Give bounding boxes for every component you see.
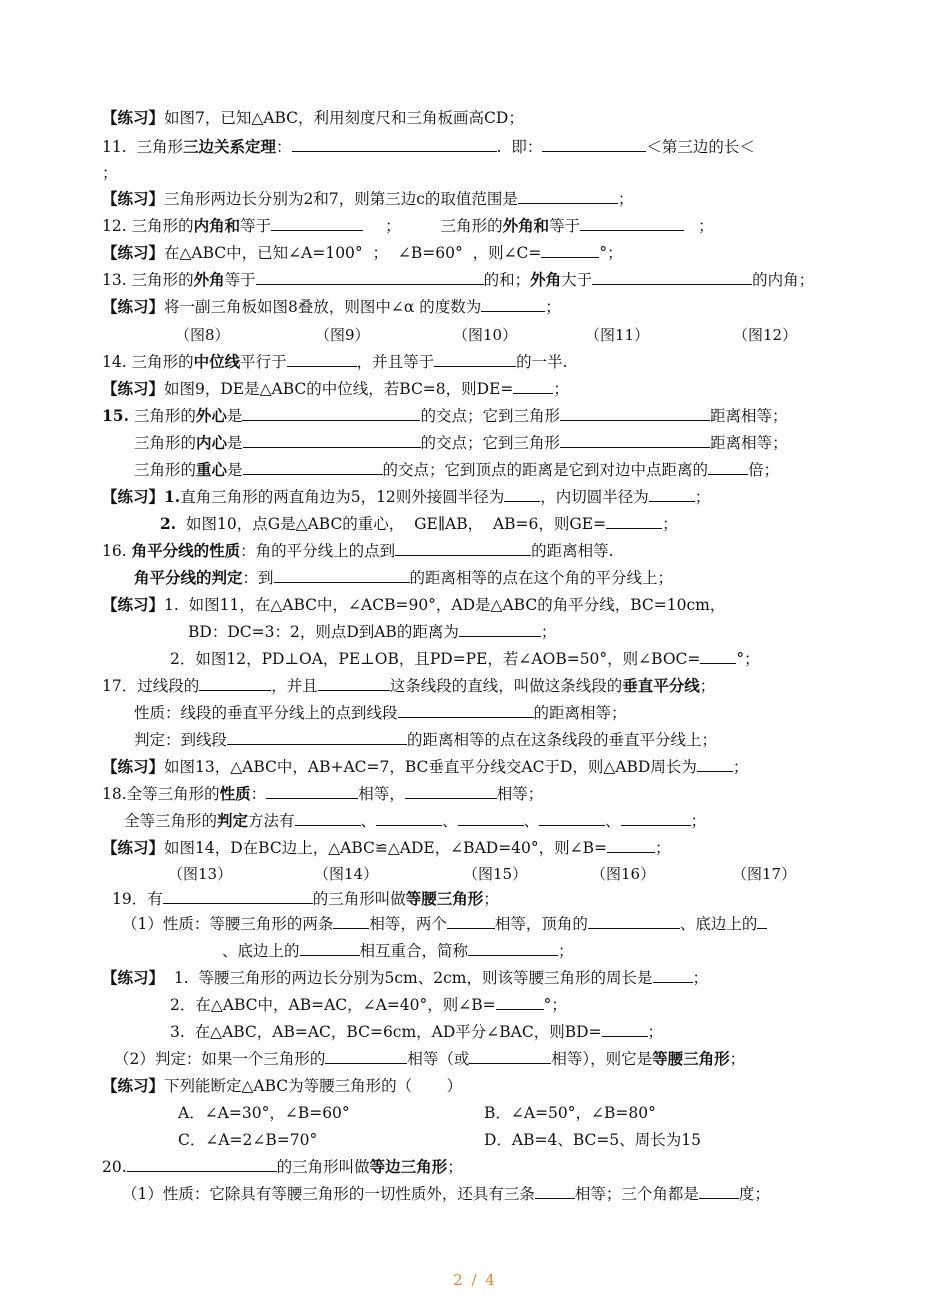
blank[interactable]: [697, 757, 733, 772]
item-20: [102, 1157, 463, 1177]
practice-line: [102, 487, 710, 507]
term: 外角: [530, 270, 562, 289]
option-b[interactable]: B．∠A=50°，∠B=80°: [484, 1104, 656, 1122]
term: 外心: [195, 406, 227, 425]
blank[interactable]: [199, 676, 271, 691]
term: 外角: [193, 270, 225, 289]
item-14: [102, 352, 568, 372]
text: ；: [729, 1050, 746, 1068]
text: ；: [102, 164, 118, 182]
text: ；: [447, 1158, 463, 1176]
text: 方法有: [248, 812, 295, 830]
term: 外角和: [502, 216, 550, 235]
blank[interactable]: [292, 137, 497, 152]
item-number: 2.: [160, 514, 177, 533]
text: 三角形的: [134, 434, 197, 452]
blank[interactable]: [541, 243, 599, 258]
blank[interactable]: [700, 649, 736, 664]
text: 等于: [240, 217, 272, 235]
blank[interactable]: [333, 914, 369, 929]
item-17-judgement: [134, 730, 717, 750]
text: ，内切圆半径为: [540, 488, 649, 506]
text: 的内角；: [752, 271, 815, 289]
text: 倍；: [748, 461, 780, 479]
text: 如图13，△ABC中，AB+AC=7，BC垂直平分线交AC于D，则△ABD周长为: [164, 758, 697, 776]
blank[interactable]: [649, 487, 695, 502]
text: 的一半.: [516, 353, 568, 371]
term: 角平分线的性质: [131, 541, 241, 560]
option-d[interactable]: D．AB=4、BC=5、周长为15: [484, 1131, 701, 1149]
text: ；: [690, 812, 707, 830]
blank[interactable]: [447, 914, 495, 929]
blank[interactable]: [699, 1184, 739, 1199]
text: 等于: [224, 271, 256, 289]
blank[interactable]: [468, 941, 558, 956]
item-19-property: [122, 914, 767, 934]
text: ；: [662, 515, 678, 533]
text: ；: [558, 942, 574, 960]
text: ：: [250, 785, 267, 803]
text: 全等三角形的: [124, 812, 218, 830]
blank[interactable]: [708, 460, 748, 475]
item-17-property: [134, 703, 627, 723]
item-19-property-cont: [222, 941, 574, 961]
blank[interactable]: [295, 811, 361, 826]
text: ；: [732, 758, 749, 776]
blank[interactable]: [266, 784, 358, 799]
text: 相等，两个: [369, 915, 447, 933]
text: °；: [599, 244, 623, 262]
text: 将一副三角板如图8叠放，则图中∠α 的度数为: [164, 298, 482, 316]
text: ；: [553, 380, 569, 398]
text: ；: [699, 677, 716, 695]
blank[interactable]: [653, 968, 693, 983]
text: 的交点；它到三角形: [420, 434, 561, 452]
practice-line: [102, 838, 671, 858]
item-13: [102, 270, 814, 290]
practice-line: [102, 108, 524, 128]
blank[interactable]: [496, 995, 544, 1010]
blank[interactable]: [458, 811, 524, 826]
text: ；: [617, 190, 634, 208]
item-number: 1.: [164, 487, 181, 506]
text: 如图9，DE是△ABC的中位线，若BC=8，则DE=: [164, 380, 514, 398]
item-19-judgement: [114, 1049, 745, 1069]
text: 相等（或: [407, 1050, 470, 1068]
blank[interactable]: [539, 811, 605, 826]
blank[interactable]: [504, 487, 540, 502]
figure-label: （图11）: [585, 326, 650, 344]
text: 相等；: [496, 785, 544, 803]
text: 、底边上的: [222, 942, 300, 960]
figure-label: （图15）: [463, 865, 528, 883]
blank[interactable]: [542, 137, 646, 152]
text: 的交点；它到三角形: [420, 407, 560, 425]
text: 11. 三角形: [102, 138, 184, 156]
text: ，并且等于: [356, 353, 435, 371]
item-12: [102, 216, 714, 236]
blank[interactable]: [287, 352, 357, 367]
practice-line: [102, 243, 623, 263]
term: 判定: [217, 811, 249, 830]
practice-tag: 【练习】: [102, 487, 165, 506]
text: 三角形的: [134, 461, 197, 479]
item-11: [102, 137, 755, 157]
practice-line: [102, 379, 569, 399]
practice-tag: 【练习】: [102, 379, 165, 398]
text: 相等；三个角都是: [574, 1185, 699, 1203]
text: 距离相等；: [709, 407, 788, 425]
text: 14. 三角形的: [102, 353, 194, 371]
text: 、: [360, 812, 377, 830]
text: °；: [736, 650, 760, 668]
item-20-property: [122, 1184, 770, 1204]
text: 是: [226, 407, 243, 425]
text: 度；: [738, 1185, 770, 1203]
option-a[interactable]: A．∠A=30°，∠B=60°: [178, 1104, 350, 1122]
blank[interactable]: [376, 811, 442, 826]
text: 如图14，D在BC边上，△ABC≌△ADE，∠BAD=40°，则∠B=: [164, 839, 608, 857]
blank[interactable]: [518, 189, 618, 204]
practice-line: [102, 595, 725, 615]
blank[interactable]: [580, 216, 684, 231]
item-18: [102, 784, 543, 804]
figure-label: （图17）: [732, 865, 797, 883]
text: 三角形的: [128, 407, 196, 425]
text: 、底边上的: [679, 915, 758, 933]
text: 在△ABC中，已知∠A=100° ； ∠B=60° ，则∠C=: [164, 244, 542, 262]
text: 16.: [102, 542, 132, 560]
term: 三边关系定理: [183, 137, 277, 156]
blank[interactable]: [398, 703, 534, 718]
text: （1）性质：等腰三角形的两条: [122, 915, 334, 933]
blank[interactable]: [300, 941, 360, 956]
blank[interactable]: [127, 1157, 277, 1172]
blank[interactable]: [513, 379, 553, 394]
practice-line: [102, 189, 633, 209]
option-c[interactable]: C．∠A=2∠B=70°: [178, 1131, 318, 1149]
item-16: [102, 541, 614, 561]
blank[interactable]: [560, 433, 710, 448]
figure-label: （图16）: [591, 865, 656, 883]
text: ；: [483, 890, 499, 908]
practice-tag: 【练习】: [102, 968, 165, 987]
text: ；: [655, 839, 671, 857]
text: 13. 三角形的: [102, 271, 194, 289]
blank[interactable]: [242, 406, 420, 421]
text: 如图7，已知△ABC，利用刻度尺和三角板画高CD；: [164, 109, 524, 127]
figure-label: （图14）: [314, 865, 379, 883]
blank[interactable]: [481, 297, 545, 312]
text: 17．过线段的: [102, 677, 200, 695]
blank[interactable]: [607, 838, 655, 853]
text: 、: [523, 812, 540, 830]
text: 大于: [561, 271, 593, 289]
text: 2．如图12，PD⊥OA，PE⊥OB，且PD=PE，若∠AOB=50°，则∠BOC=: [170, 650, 701, 668]
text: 的交点；它到顶点的距离是它到对边中点距离的: [382, 461, 709, 479]
text: ；: [698, 217, 714, 235]
blank[interactable]: [469, 1049, 551, 1064]
term: 内角和: [193, 216, 241, 235]
practice-line: [102, 757, 748, 777]
blank[interactable]: [227, 730, 407, 745]
text: 1. 等腰三角形的两边长分别为5cm、2cm，则该等腰三角形的周长是: [164, 969, 653, 987]
text: 直角三角形的两直角边为5，12则外接圆半径为: [180, 488, 505, 506]
text: 相等，: [358, 785, 405, 803]
blank[interactable]: [606, 514, 662, 529]
text: 、: [605, 812, 621, 830]
blank[interactable]: [243, 460, 383, 475]
item-15-incenter: [134, 433, 788, 453]
text: 、: [442, 812, 458, 830]
text: 18.全等三角形的: [102, 785, 220, 803]
page-indicator: 2 / 4: [453, 1271, 497, 1289]
text: 这条线段的直线，叫做这条线段的: [389, 677, 623, 695]
practice-tag: 【练习】: [102, 189, 165, 208]
text: 性质：线段的垂直平分线上的点到线段: [134, 704, 398, 722]
text: ；: [647, 1023, 664, 1041]
text: . 即：: [496, 138, 543, 156]
text: ，并且: [271, 677, 318, 695]
blank[interactable]: [757, 914, 767, 929]
practice-subitem: [170, 995, 567, 1015]
figure-label: （图9）: [315, 326, 370, 344]
item-number: 15.: [102, 406, 129, 425]
blank[interactable]: [271, 216, 363, 231]
figure-label: （图13）: [168, 865, 233, 883]
text: BD：DC=3：2，则点D到AB的距离为: [188, 623, 459, 641]
text: 的三角形叫做: [312, 890, 406, 908]
blank[interactable]: [405, 784, 497, 799]
practice-subitem: [170, 649, 760, 669]
text: 2．在△ABC中，AB=AC，∠A=40°，则∠B=: [170, 996, 496, 1014]
blank[interactable]: [560, 406, 710, 421]
practice-line: [102, 968, 708, 988]
text: 如图10，点G是△ABC的重心， GE∥AB， AB=6，则GE=: [176, 515, 607, 533]
blank[interactable]: [459, 622, 541, 637]
practice-tag: 【练习】: [102, 243, 165, 262]
text: 下列能断定△ABC为等腰三角形的（ ）: [164, 1077, 463, 1095]
blank[interactable]: [325, 1049, 407, 1064]
text: （2）判定：如果一个三角形的: [114, 1050, 326, 1068]
text: ：到: [242, 569, 274, 587]
item-15-centroid: [134, 460, 779, 480]
practice-continuation: [188, 622, 556, 642]
practice-tag: 【练习】: [102, 838, 165, 857]
text: ；: [545, 298, 561, 316]
text: 的三角形叫做: [276, 1158, 370, 1176]
practice-tag: 【练习】: [102, 757, 165, 776]
text: 相互重合，简称: [359, 942, 469, 960]
text: 是: [227, 461, 243, 479]
continuation: [102, 163, 118, 183]
text: 19．有: [112, 890, 163, 908]
text: 的距离相等的点在这个角的平分线上；: [409, 569, 674, 587]
figure-label: （图12）: [733, 326, 798, 344]
practice-subitem: [170, 1022, 663, 1042]
term: 中位线: [193, 352, 241, 371]
blank[interactable]: [621, 811, 691, 826]
text: ；: [540, 623, 557, 641]
practice-line: [102, 1076, 462, 1096]
term: 重心: [196, 460, 228, 479]
item-17: [102, 676, 715, 696]
text: ；: [385, 217, 401, 235]
text: 是: [227, 434, 243, 452]
figure-label: （图8）: [175, 326, 230, 344]
blank[interactable]: [592, 270, 752, 285]
text: 相等，顶角的: [494, 915, 588, 933]
text: 等于: [549, 217, 581, 235]
text: ＜第三边的长＜: [646, 138, 755, 156]
blank[interactable]: [318, 676, 390, 691]
practice-tag: 【练习】: [102, 595, 165, 614]
item-19: [112, 889, 499, 909]
text: 3. 在△ABC，AB=AC，BC=6cm，AD平分∠BAC，则BD=: [170, 1023, 602, 1041]
term: 等边三角形: [369, 1157, 448, 1176]
term: 垂直平分线: [622, 676, 700, 695]
item-16-judgement: [134, 568, 673, 588]
text: ：角的平分线上的点到: [240, 542, 396, 560]
practice-tag: 【练习】: [102, 108, 165, 127]
text: （1）性质：它除具有等腰三角形的一切性质外，还具有三条: [122, 1185, 535, 1203]
item-15: [102, 406, 787, 426]
text: 相等），则它是: [551, 1050, 653, 1068]
blank[interactable]: [274, 568, 410, 583]
text: °；: [543, 996, 567, 1014]
practice-line: [102, 297, 561, 317]
text: ；: [694, 488, 711, 506]
blank[interactable]: [395, 541, 531, 556]
term: 等腰三角形: [405, 889, 484, 908]
blank[interactable]: [243, 433, 421, 448]
text: 平行于: [240, 353, 287, 371]
text: ：: [276, 138, 292, 156]
blank[interactable]: [588, 914, 680, 929]
text: 判定：到线段: [134, 731, 228, 749]
blank[interactable]: [535, 1184, 575, 1199]
term: 等腰三角形: [652, 1049, 730, 1068]
blank[interactable]: [256, 270, 484, 285]
text: 三角形两边长分别为2和7，则第三边c的取值范围是: [164, 190, 518, 208]
text: 的距离相等的点在这条线段的垂直平分线上；: [407, 731, 718, 749]
text: 1. 如图11，在△ABC中，∠ACB=90°，AD是△ABC的角平分线，BC=10cm，: [164, 596, 726, 614]
blank[interactable]: [434, 352, 516, 367]
text: ；: [692, 969, 709, 987]
practice-subitem: [160, 514, 678, 534]
text: 的距离相等；: [533, 704, 627, 722]
text: 距离相等；: [710, 434, 788, 452]
blank[interactable]: [602, 1022, 648, 1037]
practice-tag: 【练习】: [102, 1076, 165, 1095]
figure-label: （图10）: [453, 326, 518, 344]
text: 三角形的: [440, 217, 503, 235]
text: 的和；: [483, 271, 531, 289]
practice-tag: 【练习】: [102, 297, 165, 316]
item-18-judgement: [124, 811, 706, 831]
text: 20.: [102, 1158, 127, 1176]
term: 性质: [219, 784, 251, 803]
term: 角平分线的判定: [134, 568, 243, 587]
blank[interactable]: [163, 889, 313, 904]
term: 内心: [196, 433, 228, 452]
text: 的距离相等.: [531, 542, 614, 560]
text: 12. 三角形的: [102, 217, 194, 235]
